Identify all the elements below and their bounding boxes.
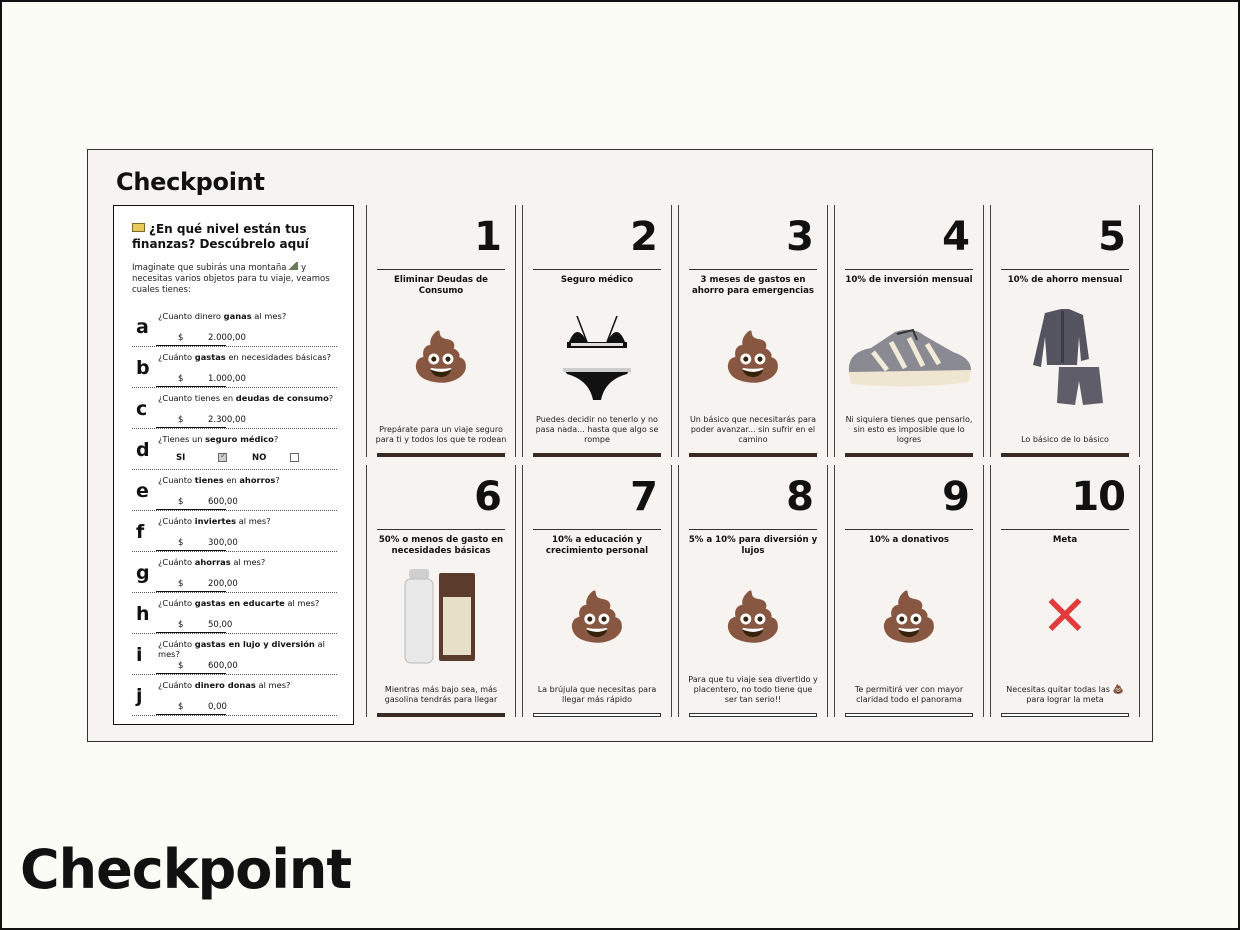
- card-progress-bar: [1001, 713, 1129, 717]
- quiz-question: ¿Cuánto gastas en necesidades básicas?: [158, 352, 332, 362]
- quiz-letter: h: [136, 603, 150, 625]
- checkpoint-card-9: [834, 465, 984, 717]
- quiz-heading: ¿En qué nivel están tus finanzas? Descúbrelo aquí: [132, 222, 309, 251]
- card-title: 10% a educación y crecimiento personal: [545, 535, 649, 556]
- card-divider: [845, 269, 973, 270]
- quiz-letter: g: [136, 562, 150, 584]
- card-number: 1: [474, 214, 501, 260]
- checkpoint-card-10: [990, 465, 1140, 717]
- card-description: Para que tu viaje sea divertido y placentero, no todo tiene que ser tan serio!!: [688, 675, 818, 704]
- poop-icon: 💩: [1112, 685, 1124, 695]
- quiz-row-i: [132, 634, 337, 675]
- poop-icon: 💩: [723, 589, 783, 645]
- poop-icon: 💩: [879, 589, 939, 645]
- card-divider: [845, 529, 973, 530]
- card-number: 5: [1098, 214, 1125, 260]
- quiz-answer-field[interactable]: $ 50,00: [178, 620, 183, 630]
- card-progress-bar: [1001, 453, 1129, 457]
- checkpoint-card-8: [678, 465, 828, 717]
- card-description: Prepárate para un viaje seguro para ti y todos los que te rodean: [375, 425, 507, 444]
- quiz-row-c: [132, 388, 337, 429]
- card-progress-bar: [845, 713, 973, 717]
- quiz-letter: j: [136, 685, 143, 707]
- card-divider: [377, 529, 505, 530]
- checkpoint-card-4: [834, 205, 984, 457]
- card-progress-bar: [533, 713, 661, 717]
- card-number: 10: [1071, 474, 1125, 520]
- mountain-icon: [288, 262, 298, 270]
- slide-title: Checkpoint: [116, 168, 265, 196]
- quiz-answer-field[interactable]: $ 600,00: [178, 661, 183, 671]
- checkpoint-card-2: [522, 205, 672, 457]
- card-title: 10% a donativos: [869, 535, 949, 545]
- quiz-row-a: [132, 306, 337, 347]
- card-divider: [533, 269, 661, 270]
- card-progress-bar: [845, 453, 973, 457]
- card-description: Mientras más bajo sea, más gasolina tendrás para llegar: [384, 685, 498, 704]
- quiz-row-b: [132, 347, 337, 388]
- card-divider: [377, 269, 505, 270]
- quiz-answer-field[interactable]: $ 2.300,00: [178, 415, 183, 425]
- poop-icon: 💩: [567, 589, 627, 645]
- no-checkbox[interactable]: [290, 453, 299, 462]
- poop-icon: 💩: [723, 329, 783, 385]
- checkpoint-card-6: [366, 465, 516, 717]
- card-title: 5% a 10% para diversión y lujos: [688, 535, 818, 556]
- underwear-icon: [523, 317, 671, 397]
- quiz-intro: Imaginate que subirás una montaña y necesitas varios objetos para tu viaje, veamos cuales tienes:: [132, 263, 330, 295]
- card-description: Lo básico de lo básico: [1021, 435, 1109, 444]
- card-description: Ni siquiera tienes que pensarlo, sin esto es imposible que lo logres: [845, 415, 973, 444]
- card-number: 2: [630, 214, 657, 260]
- quiz-row-d: [132, 429, 337, 470]
- card-divider: [533, 529, 661, 530]
- quiz-letter: i: [136, 644, 143, 666]
- cross-icon: ✕: [1041, 584, 1089, 649]
- card-divider: [1001, 269, 1129, 270]
- quiz-row-f: [132, 511, 337, 552]
- card-number: 6: [474, 474, 501, 520]
- no-label: NO: [252, 453, 267, 463]
- card-number: 8: [786, 474, 813, 520]
- card-title: 3 meses de gastos en ahorro para emergencias: [691, 275, 815, 296]
- quiz-letter: a: [136, 316, 149, 338]
- card-title: 50% o menos de gasto en necesidades básicas: [378, 535, 504, 556]
- card-description: Un básico que necesitarás para poder avanzar... sin sufrir en el camino: [689, 415, 817, 444]
- quiz-answer-field[interactable]: $ 300,00: [178, 538, 183, 548]
- yes-label: SI: [176, 453, 186, 463]
- quiz-question: ¿Cuanto tienes en ahorros?: [158, 475, 280, 485]
- quiz-answer-field[interactable]: $ 2.000,00: [178, 333, 183, 343]
- quiz-row-g: [132, 552, 337, 593]
- card-description: La brújula que necesitas para llegar más rápido: [537, 685, 657, 704]
- quiz-question: ¿Cuánto gastas en lujo y diversión al mes?: [158, 639, 325, 659]
- quiz-row-h: [132, 593, 337, 634]
- card-divider: [1001, 529, 1129, 530]
- quiz-row-j: [132, 675, 337, 716]
- card-description: Necesitas quitar todas las 💩 para lograr la meta: [1006, 685, 1124, 704]
- card-number: 7: [630, 474, 657, 520]
- card-number: 3: [786, 214, 813, 260]
- card-progress-bar: [377, 453, 505, 457]
- card-divider: [689, 269, 817, 270]
- quiz-letter: f: [136, 521, 145, 543]
- checkpoint-card-3: [678, 205, 828, 457]
- card-description: Te permitirá ver con mayor claridad todo el panorama: [854, 685, 964, 704]
- quiz-question: ¿Cuánto ahorras al mes?: [158, 557, 266, 567]
- checkpoint-slide: [87, 149, 1153, 742]
- card-progress-bar: [533, 453, 661, 457]
- card-title: Eliminar Deudas de Consumo: [394, 275, 488, 296]
- quiz-letter: c: [136, 398, 148, 420]
- quiz-row-e: [132, 470, 337, 511]
- quiz-question: ¿Cuánto dinero donas al mes?: [158, 680, 291, 690]
- quiz-answer-field[interactable]: $ 1.000,00: [178, 374, 183, 384]
- finance-quiz-panel: [113, 205, 354, 725]
- quiz-answer-field[interactable]: $ 200,00: [178, 579, 183, 589]
- quiz-letter: b: [136, 357, 150, 379]
- bottom-title: Checkpoint: [20, 838, 352, 901]
- quiz-question: ¿Tienes un seguro médico?: [158, 434, 279, 444]
- quiz-question: ¿Cuanto dinero ganas al mes?: [158, 311, 287, 321]
- quiz-question: ¿Cuánto gastas en educarte al mes?: [158, 598, 320, 608]
- checkpoint-card-1: [366, 205, 516, 457]
- card-title: Seguro médico: [560, 275, 634, 285]
- yes-no-group: [176, 453, 356, 465]
- card-number: 9: [942, 474, 969, 520]
- bottle-bar-icon: [367, 577, 515, 657]
- quiz-question: ¿Cuánto inviertes al mes?: [158, 516, 271, 526]
- jacket-shorts-icon: [991, 317, 1139, 397]
- money-icon: [132, 223, 145, 232]
- quiz-letter: e: [136, 480, 149, 502]
- checkpoint-card-7: [522, 465, 672, 717]
- sneaker-icon: [835, 317, 983, 397]
- quiz-answer-field[interactable]: $ 0,00: [178, 702, 183, 712]
- quiz-letter: d: [136, 439, 150, 461]
- quiz-question: ¿Cuanto tienes en deudas de consumo?: [158, 393, 334, 403]
- quiz-answer-field[interactable]: $ 600,00: [178, 497, 183, 507]
- checkpoint-card-5: [990, 205, 1140, 457]
- card-progress-bar: [377, 713, 505, 717]
- card-progress-bar: [689, 713, 817, 717]
- card-divider: [689, 529, 817, 530]
- card-title: Meta: [1052, 535, 1078, 545]
- card-progress-bar: [689, 453, 817, 457]
- card-description: Puedes decidir no tenerlo y no pasa nada... hasta que algo se rompe: [535, 415, 659, 444]
- yes-checkbox[interactable]: [218, 453, 227, 462]
- card-number: 4: [942, 214, 969, 260]
- poop-icon: 💩: [411, 329, 471, 385]
- card-title: 10% de inversión mensual: [845, 275, 973, 285]
- card-title: 10% de ahorro mensual: [1007, 275, 1123, 285]
